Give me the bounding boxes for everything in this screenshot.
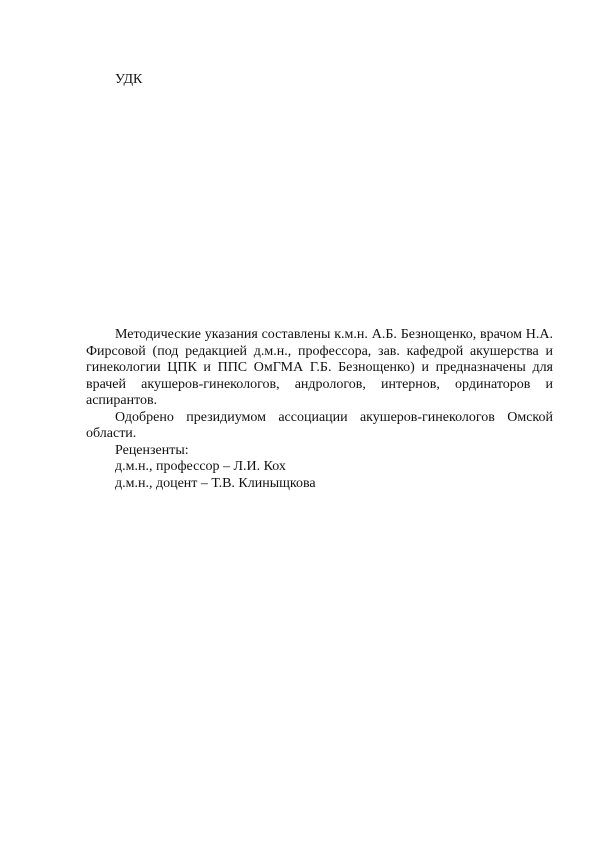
- udk-label: УДК: [115, 72, 143, 87]
- reviewer-line: д.м.н., доцент – Т.В. Клиныщкова: [115, 475, 316, 491]
- document-body: [86, 327, 553, 492]
- approval-paragraph: Одобрено президиумом ассоциации акушеров-гинекологов Омской области.: [86, 409, 553, 441]
- authors-paragraph: Методические указания составлены к.м.н. А.Б. Безнощенко, врачом Н.А. Фирсовой (под редакцией д.м.н., профессора, зав. кафедрой акушерства и гинекологии ЦПК и ППС ОмГМА Г.Б. Безнощенко) и предназначены для врачей акушеров-гинекологов, андрологов, интернов, ординаторов и аспирантов.: [86, 327, 553, 408]
- reviewers-heading: Рецензенты:: [115, 442, 189, 458]
- reviewer-line: д.м.н., профессор – Л.И. Кох: [115, 459, 286, 474]
